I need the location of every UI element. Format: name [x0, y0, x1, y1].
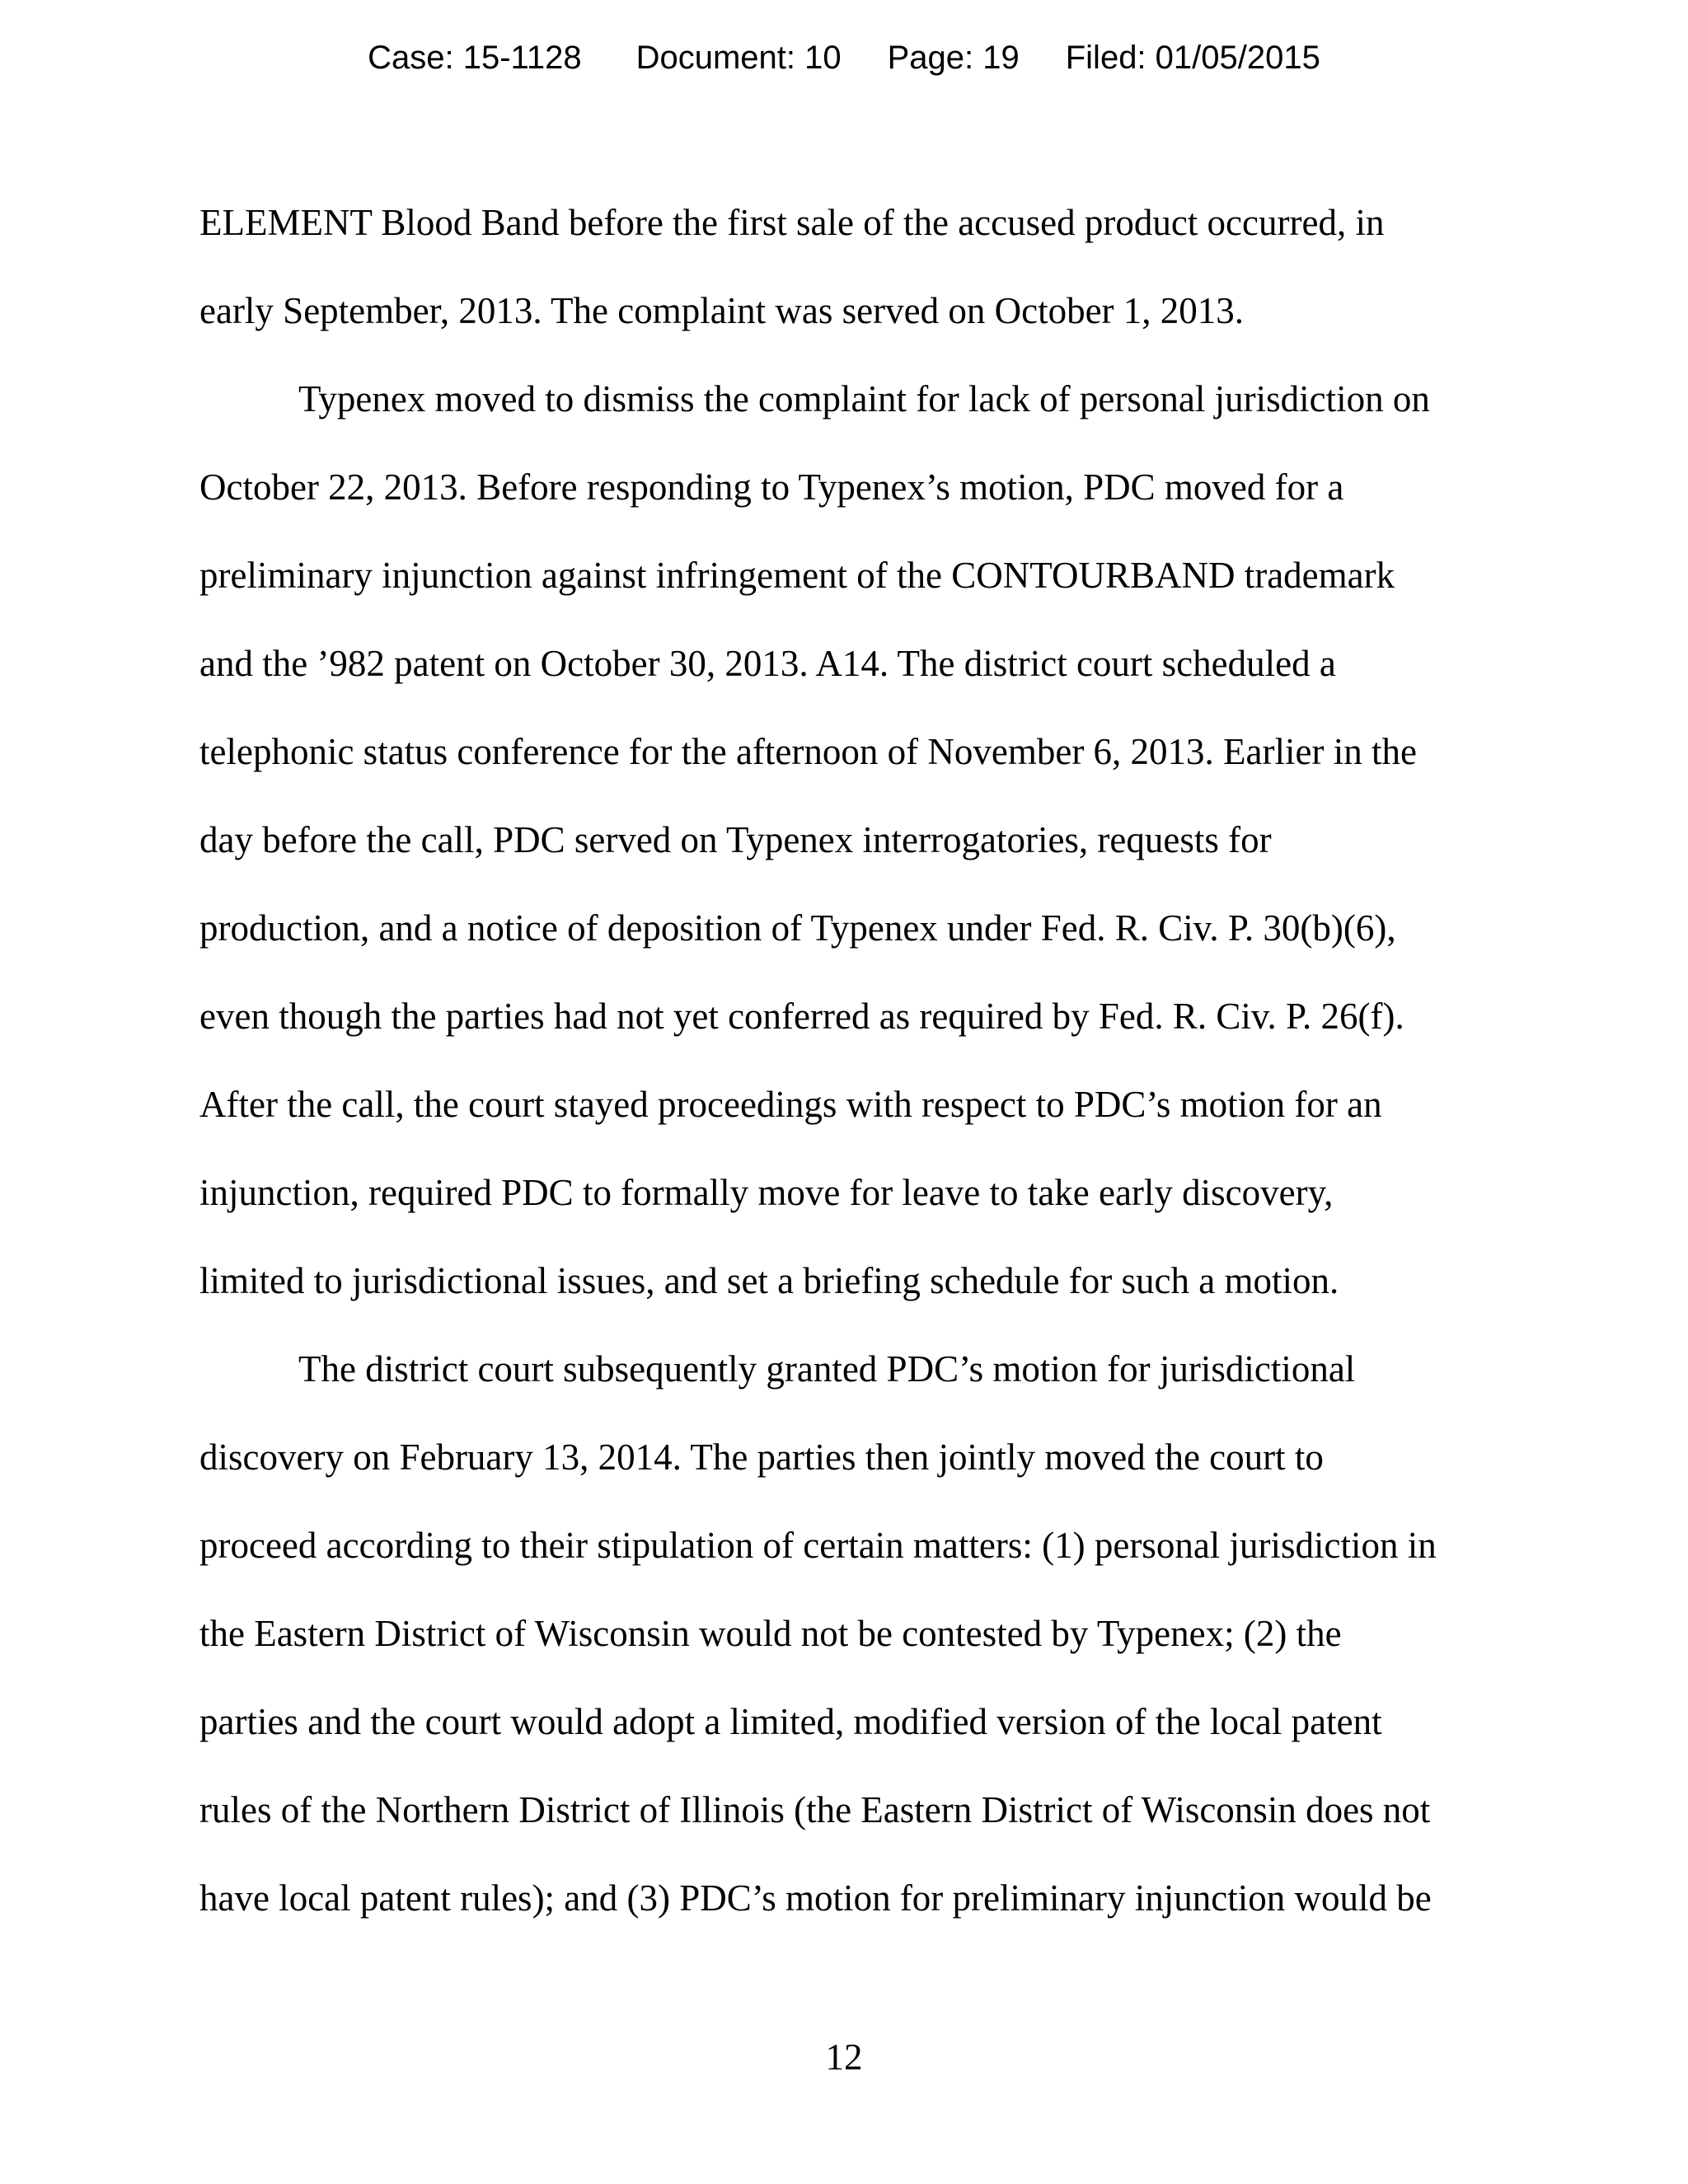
text-line: October 22, 2013. Before responding to Typenex’s motion, PDC moved for a [199, 466, 1344, 508]
case-header [0, 35, 1688, 81]
text-line: injunction, required PDC to formally move for leave to take early discovery, [199, 1172, 1334, 1213]
text-line: the Eastern District of Wisconsin would not be contested by Typenex; (2) the [199, 1613, 1342, 1654]
page-number: 12 [825, 2036, 863, 2078]
paragraph-start-line: The district court subsequently granted PDC’s motion for jurisdictional [298, 1348, 1356, 1390]
text-line: proceed according to their stipulation of certain matters: (1) personal jurisdiction in [199, 1525, 1437, 1566]
text-line: early September, 2013. The complaint was served on October 1, 2013. [199, 290, 1245, 331]
text-line: ELEMENT Blood Band before the first sale of the accused product occurred, in [199, 202, 1385, 243]
text-line: even though the parties had not yet conferred as required by Fed. R. Civ. P. 26(f). [199, 996, 1404, 1037]
text-line: production, and a notice of deposition of Typenex under Fed. R. Civ. P. 30(b)(6), [199, 907, 1396, 949]
text-line: have local patent rules); and (3) PDC’s motion for preliminary injunction would be [199, 1877, 1432, 1919]
text-line: day before the call, PDC served on Typenex interrogatories, requests for [199, 819, 1272, 860]
text-line: and the ’982 patent on October 30, 2013. A14. The district court scheduled a [199, 643, 1336, 684]
case-number: Case: 15-1128 [368, 40, 582, 76]
text-line: preliminary injunction against infringement of the CONTOURBAND trademark [199, 555, 1395, 596]
text-line: limited to jurisdictional issues, and set a briefing schedule for such a motion. [199, 1260, 1339, 1301]
text-line: parties and the court would adopt a limited, modified version of the local patent [199, 1701, 1382, 1742]
page-label: Page: 19 [887, 40, 1020, 76]
document-number: Document: 10 [635, 40, 842, 76]
text-line: rules of the Northern District of Illinois (the Eastern District of Wisconsin does not [199, 1789, 1431, 1830]
filed-date: Filed: 01/05/2015 [1065, 40, 1320, 76]
text-line: After the call, the court stayed proceedings with respect to PDC’s motion for an [199, 1084, 1382, 1125]
text-line: telephonic status conference for the afternoon of November 6, 2013. Earlier in the [199, 731, 1417, 772]
paragraph-start-line: Typenex moved to dismiss the complaint for lack of personal jurisdiction on [298, 378, 1430, 419]
text-line: discovery on February 13, 2014. The parties then jointly moved the court to [199, 1436, 1324, 1478]
